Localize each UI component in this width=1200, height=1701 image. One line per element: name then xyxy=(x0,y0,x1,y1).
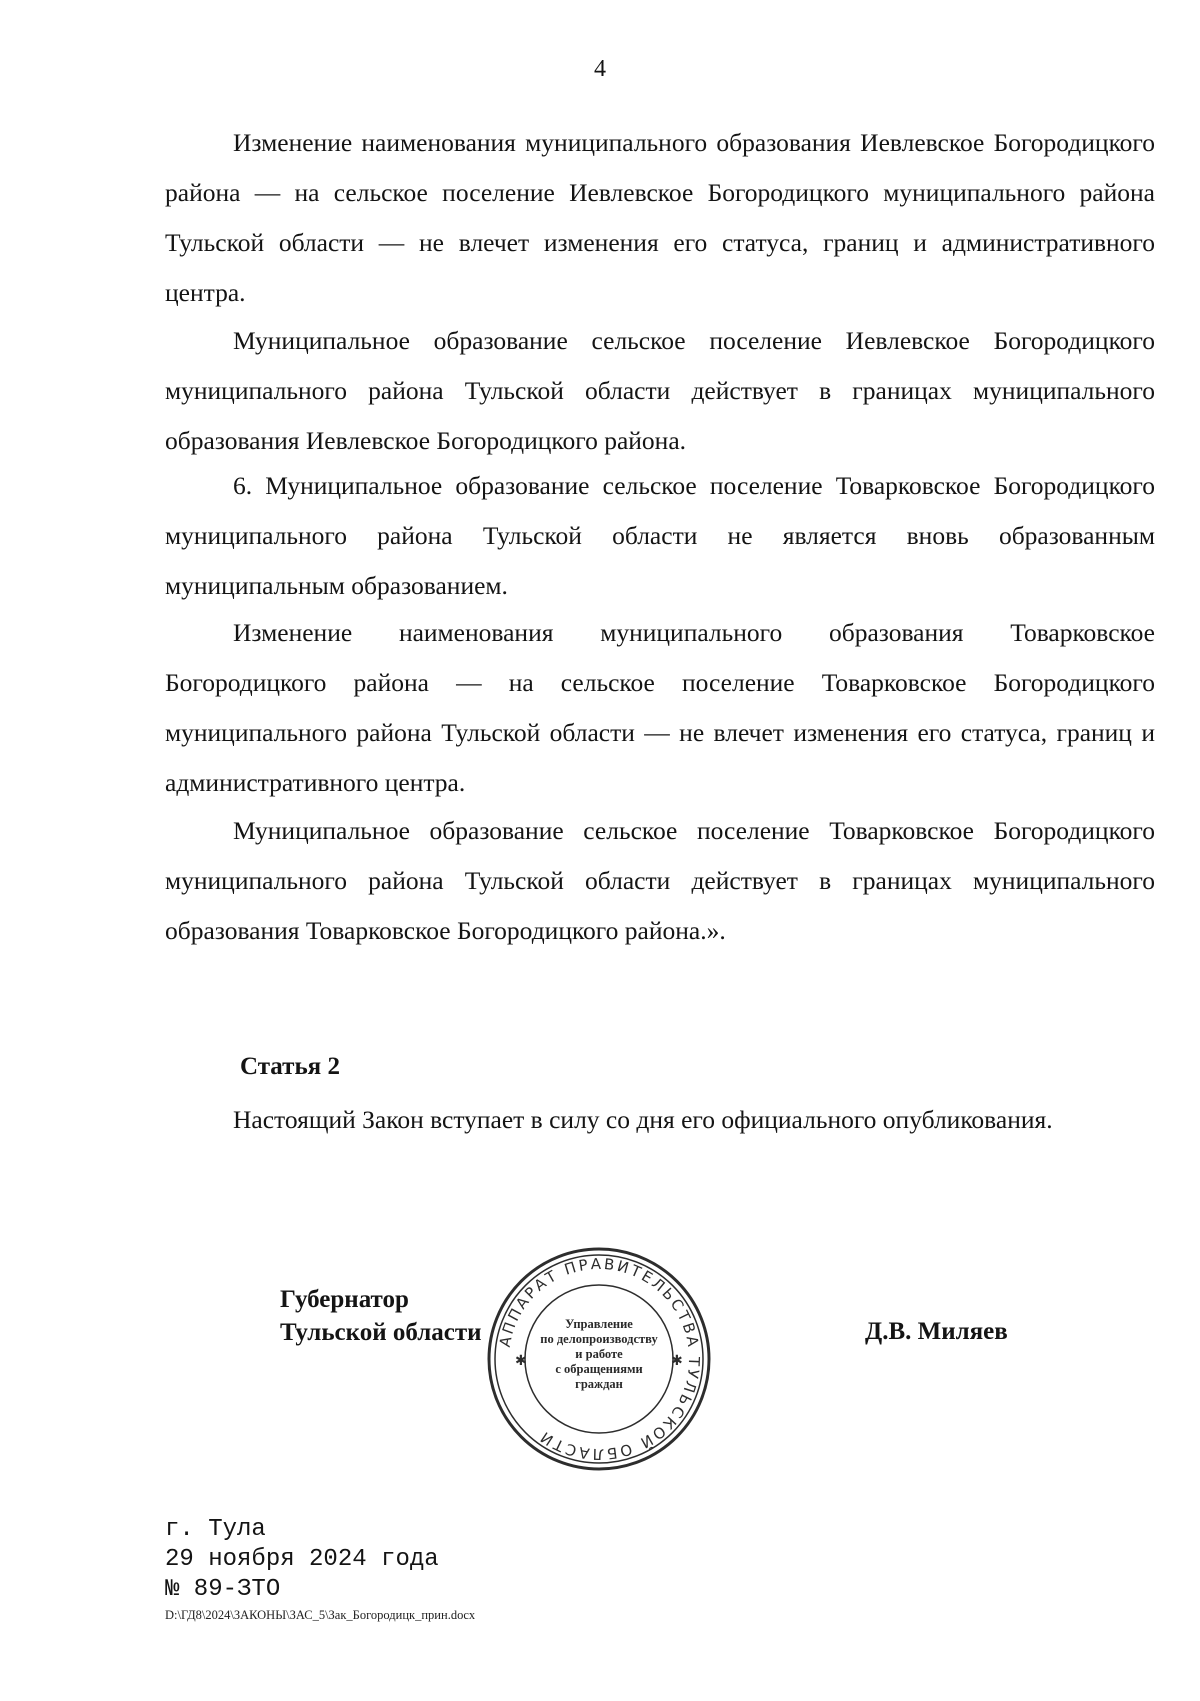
official-seal xyxy=(485,1245,713,1473)
seal-inner-line: и работе xyxy=(575,1347,623,1361)
page-number: 4 xyxy=(594,56,606,82)
seal-inner-line: по делопроизводству xyxy=(540,1332,658,1346)
file-path: D:\ГД8\2024\ЗАКОНЫ\ЗАС_5\Зак_Богородицк_прин.docx xyxy=(165,1608,476,1622)
place: г. Тула xyxy=(165,1516,266,1543)
paragraph-ievlevskoe-boundaries: Муниципальное образование сельское поселение Иевлевское Богородицкого муниципального района Тульской области действует в границах муниципального образования Иевлевское Богородицкого района. xyxy=(165,326,1155,455)
seal-outer-text: АППАРАТ ПРАВИТЕЛЬСТВА ТУЛЬСКОЙ ОБЛАСТИ xyxy=(495,1254,704,1464)
paragraph-ievlevskoe-rename: Изменение наименования муниципального образования Иевлевское Богородицкого района — на сельское поселение Иевлевское Богородицкого муниципального района Тульской области — не влечет изменения его статуса, границ и административного центра. xyxy=(165,128,1155,307)
seal-inner-line: с обращениями xyxy=(555,1362,643,1376)
svg-text:✱: ✱ xyxy=(671,1354,683,1369)
paragraph-tovarkovskoe-status: 6. Муниципальное образование сельское поселение Товарковское Богородицкого муниципального района Тульской области не является вновь образованным муниципальным образованием. xyxy=(165,471,1155,600)
signature-position-line: Тульской области xyxy=(280,1319,482,1346)
date: 29 ноября 2024 года xyxy=(165,1546,439,1573)
seal-inner-text xyxy=(525,1317,673,1392)
article-heading: Статья 2 xyxy=(240,1053,340,1080)
paragraph-tovarkovskoe-rename: Изменение наименования муниципального образования Товарковское Богородицкого района — на сельское поселение Товарковское Богородицкого муниципального района Тульской области — не влечет изменения его статуса, границ и административного центра. xyxy=(165,618,1155,797)
signatory-name: Д.В. Миляев xyxy=(865,1318,1008,1345)
signature-position-line: Губернатор xyxy=(280,1286,409,1313)
seal-inner-line: граждан xyxy=(575,1377,623,1391)
svg-text:✱: ✱ xyxy=(515,1354,527,1369)
seal-inner-line: Управление xyxy=(565,1317,633,1331)
paragraph-tovarkovskoe-boundaries: Муниципальное образование сельское поселение Товарковское Богородицкого муниципального района Тульской области действует в границах муниципального образования Товарковское Богородицкого района.». xyxy=(165,816,1155,945)
place-date-block xyxy=(165,1515,439,1605)
law-number: № 89-ЗТО xyxy=(165,1576,281,1603)
signature-position xyxy=(280,1283,482,1349)
article-text: Настоящий Закон вступает в силу со дня его официального опубликования. xyxy=(233,1105,1053,1134)
